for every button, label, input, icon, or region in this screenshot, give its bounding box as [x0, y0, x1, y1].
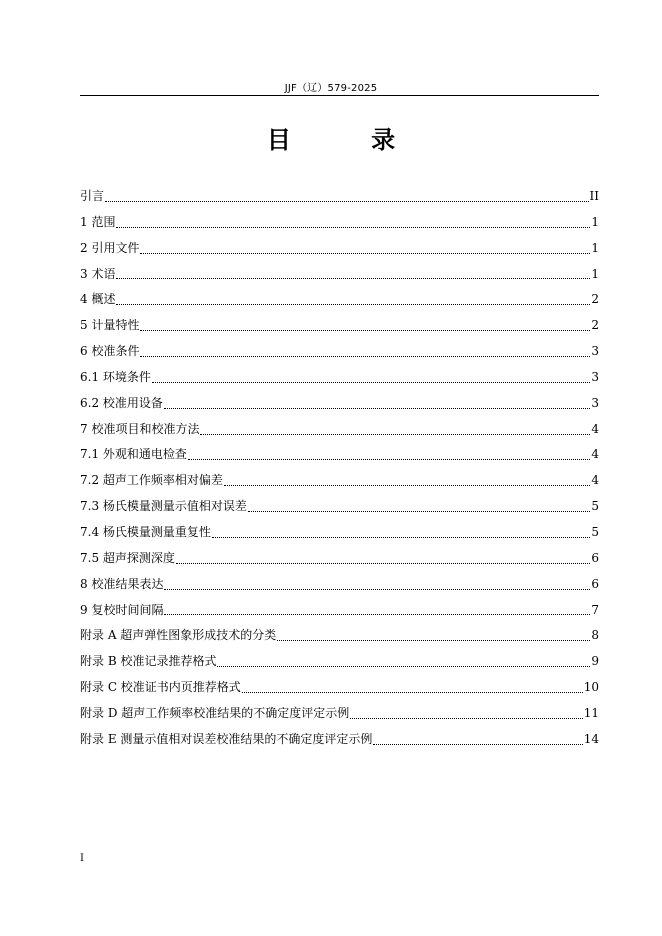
- toc-entry[interactable]: [80, 313, 599, 339]
- toc-entry[interactable]: [80, 623, 599, 649]
- toc-dot-leader: [350, 708, 582, 720]
- toc-entry-page: 2: [591, 292, 599, 307]
- toc-dot-leader: [176, 553, 590, 565]
- toc-entry-label: 9 复校时间间隔: [80, 602, 164, 617]
- toc-entry-page: 9: [591, 654, 599, 669]
- toc-entry[interactable]: [80, 184, 599, 210]
- toc-entry-page: 2: [591, 318, 599, 333]
- toc-entry-label: 附录 D 超声工作频率校准结果的不确定度评定示例: [80, 705, 350, 720]
- toc-dot-leader: [248, 501, 590, 513]
- toc-entry-label: 8 校准结果表达: [80, 576, 164, 591]
- toc-dot-leader: [224, 475, 590, 487]
- page-number: I: [80, 853, 84, 864]
- toc-entry-page: 8: [591, 628, 599, 643]
- toc-entry[interactable]: [80, 494, 599, 520]
- toc-entry-page: 10: [583, 680, 599, 695]
- toc-entry-label: 3 术语: [80, 266, 116, 281]
- toc-dot-leader: [140, 320, 590, 332]
- toc-dot-leader: [212, 527, 590, 539]
- toc-dot-leader: [116, 268, 590, 280]
- toc-dot-leader: [200, 424, 590, 436]
- toc-entry-page: 4: [591, 421, 599, 436]
- toc-entry-label: 2 引用文件: [80, 240, 140, 255]
- toc-entry-label: 7.2 超声工作频率相对偏差: [80, 473, 223, 488]
- toc-entry-label: 引言: [80, 189, 105, 203]
- toc-entry[interactable]: [80, 675, 599, 701]
- toc-title: 目 录: [266, 126, 432, 154]
- toc-entry-page: 1: [591, 266, 599, 281]
- toc-dot-leader: [164, 398, 590, 410]
- toc-entry-label: 6 校准条件: [80, 344, 140, 359]
- toc-entry-label: 7.5 超声探测深度: [80, 550, 175, 565]
- toc-dot-leader: [277, 630, 590, 642]
- toc-entry[interactable]: [80, 262, 599, 288]
- toc-entry-label: 7.1 外观和通电检查: [80, 447, 187, 462]
- toc-dot-leader: [188, 449, 590, 461]
- toc-entry[interactable]: [80, 546, 599, 572]
- toc-dot-leader: [217, 656, 590, 668]
- toc-entry[interactable]: [80, 598, 599, 624]
- toc-entry[interactable]: [80, 339, 599, 365]
- toc-entry-page: 1: [591, 240, 599, 255]
- toc-entry-label: 6.2 校准用设备: [80, 395, 163, 410]
- document-code-header: JJF（辽）579-2025: [284, 83, 378, 94]
- toc-entry-label: 4 概述: [80, 292, 116, 307]
- toc-entry-page: II: [589, 189, 599, 203]
- toc-dot-leader: [242, 682, 583, 694]
- toc-dot-leader: [164, 604, 590, 616]
- toc-entry-page: 6: [591, 576, 599, 591]
- toc-entry-label: 7 校准项目和校准方法: [80, 421, 200, 436]
- toc-entry[interactable]: [80, 572, 599, 598]
- toc-dot-leader: [116, 217, 590, 229]
- toc-entry-page: 14: [583, 731, 599, 746]
- toc-entry-label: 附录 B 校准记录推荐格式: [80, 654, 217, 669]
- toc-entry[interactable]: [80, 520, 599, 546]
- toc-entry-label: 6.1 环境条件: [80, 369, 151, 384]
- toc-dot-leader: [105, 191, 589, 203]
- toc-entry-page: 4: [591, 473, 599, 488]
- toc-entry-page: 6: [591, 550, 599, 565]
- toc-entry-label: 7.3 杨氏模量测量示值相对误差: [80, 499, 247, 514]
- toc-dot-leader: [140, 243, 590, 255]
- table-of-contents: [80, 184, 599, 753]
- toc-entry-label: 附录 A 超声弹性图象形成技术的分类: [80, 628, 277, 643]
- toc-entry-page: 5: [591, 499, 599, 514]
- toc-entry[interactable]: [80, 365, 599, 391]
- toc-entry-label: 7.4 杨氏模量测量重复性: [80, 524, 211, 539]
- toc-entry-label: 5 计量特性: [80, 318, 140, 333]
- toc-entry[interactable]: [80, 442, 599, 468]
- toc-entry[interactable]: [80, 649, 599, 675]
- toc-entry-label: 1 范围: [80, 214, 116, 229]
- toc-entry-label: 附录 C 校准证书内页推荐格式: [80, 680, 241, 695]
- toc-entry-page: 1: [591, 214, 599, 229]
- header-divider: [80, 95, 599, 96]
- toc-entry[interactable]: [80, 727, 599, 753]
- toc-entry-page: 3: [591, 369, 599, 384]
- toc-entry[interactable]: [80, 236, 599, 262]
- toc-entry[interactable]: [80, 210, 599, 236]
- toc-entry-page: 3: [591, 344, 599, 359]
- toc-entry-page: 7: [591, 602, 599, 617]
- toc-entry-page: 5: [591, 524, 599, 539]
- toc-entry[interactable]: [80, 417, 599, 443]
- toc-entry-page: 3: [591, 395, 599, 410]
- toc-entry[interactable]: [80, 391, 599, 417]
- toc-entry[interactable]: [80, 701, 599, 727]
- toc-entry[interactable]: [80, 287, 599, 313]
- toc-dot-leader: [373, 734, 582, 746]
- toc-entry-label: 附录 E 测量示值相对误差校准结果的不确定度评定示例: [80, 731, 373, 746]
- toc-dot-leader: [152, 372, 590, 384]
- toc-entry[interactable]: [80, 468, 599, 494]
- toc-dot-leader: [116, 294, 590, 306]
- toc-dot-leader: [140, 346, 590, 358]
- toc-entry-page: 4: [591, 447, 599, 462]
- toc-dot-leader: [164, 579, 590, 591]
- toc-entry-page: 11: [583, 705, 599, 720]
